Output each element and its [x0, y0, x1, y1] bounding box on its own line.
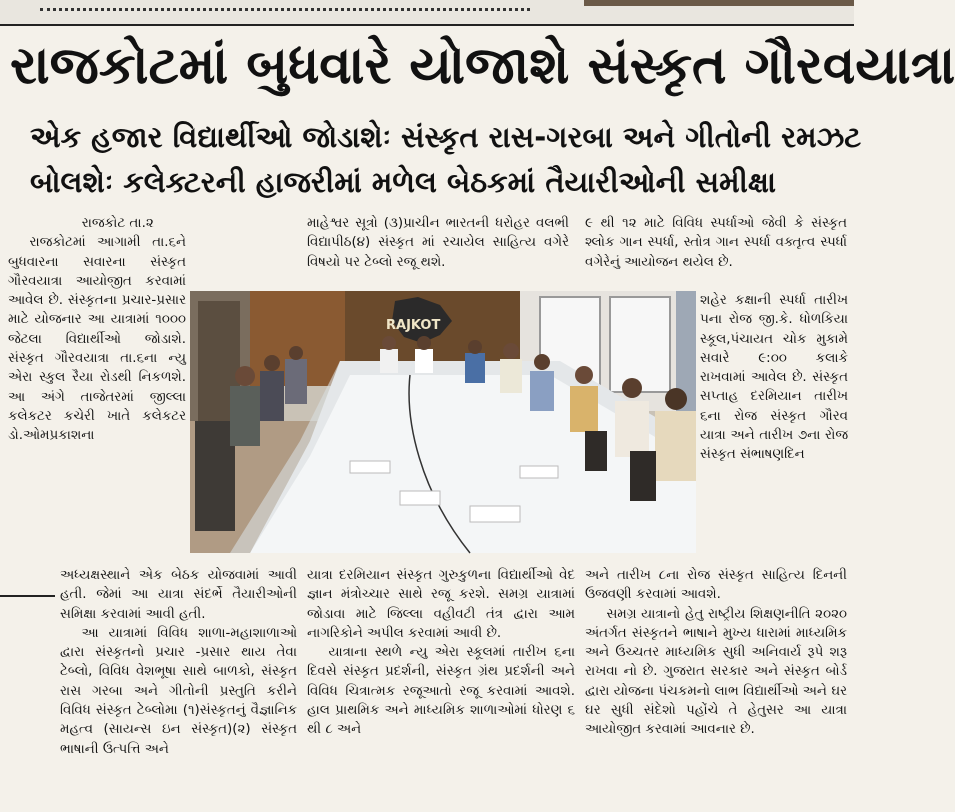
article-column-a-bottom [60, 566, 297, 808]
article-paragraph: સમગ્ર યાત્રાનો હેતુ રાષ્ટ્રીય શિક્ષણનીતિ ૨૦૨૦ અંતર્ગત સંસ્કૃતને ભાષાને મુખ્ય ધારામાં માધ્યમિક અને ઉચ્ચતર માધ્યમિક સુધી અનિવાર્ય રૂપે શરૂ રાખવા નો છે. ગુજરાત સરકાર અને સંસ્કૃત બોર્ડ દ્વારા યોજના પંચકમનો લાભ વિદ્યાર્થીઓ અને ઘર ઘર સુધી સંદેશો પહોંચે તે હેતુસર આ યાત્રા આયોજીત કરવામાં આવનાર છે. [585, 606, 847, 738]
meeting-room-illustration [190, 291, 696, 553]
article-paragraph: અને તારીખ ૮ના રોજ સંસ્કૃત સાહિત્ય દિનની ઉજવણી કરવામાં આવશે. [585, 568, 847, 603]
previous-article-photo-edge [584, 0, 854, 6]
article-paragraph: માહેશ્વર સૂત્રો (૩)પ્રાચીન ભારતની ધરોહર વલભી વિદ્યાપીઠ(૪) સંસ્કૃત માં રચાયેલ સાહિત્ય વગેરે વિષયો પર ટેબ્લો રજૂ થશે. [307, 216, 569, 270]
article-paragraph: શહેર કક્ષાની સ્પર્ધા તારીખ ૫ના રોજ જી.કે. ધોળકિયા સ્કૂલ,પંચાયત ચોક મુકામે સવારે ૯:૦૦ કલાકે રાખવામાં આવેલ છે. સંસ્કૃત સપ્તાહ દરમિયાન તારીખ ૬ના રોજ સંસ્કૃત ગૌરવ યાત્રા અને તારીખ ૭ના રોજ સંસ્કૃત સંભાષણદિન [700, 293, 848, 463]
meeting-photo [190, 291, 696, 553]
article-column-c-top [585, 214, 847, 288]
article-paragraph: રાજકોટમાં આગામી તા.૬ને બુધવારના સવારના સંસ્કૃત ગૌરવયાત્રા આયોજીત કરવામાં આવેલ છે. સંસ્કૃતના પ્રચાર-પ્રસાર માટે યોજનાર આ યાત્રામાં ૧૦૦૦ જેટલા વિદ્યાર્થીઓ જોડાશે. સંસ્કૃત ગૌરવયાત્રા તા.૬ના ન્યુ એરા સ્કુલ રૈયા રોડથી નિકળશે. આ અંગે તાજેતરમાં જીલ્લા કલેકટર કચેરી ખાતે કલેકટર ડો.ઓમપ્રકાશના [8, 235, 186, 444]
article-column-b-top [307, 214, 569, 288]
column-leader-rule [0, 595, 55, 597]
dateline: રાજકોટ તા.૨ [81, 216, 154, 231]
article-paragraph: યાત્રા દરમિયાન સંસ્કૃત ગુરુકુળના વિદ્યાર્થીઓ વેદ જ્ઞાન મંત્રોચ્ચાર સાથે રજૂ કરશે. સમગ્ર યાત્રામાં જોડાવા માટે જિલ્લા વહીવટી તંત્ર દ્વારા આમ નાગરિકોને અપીલ કરવામાં આવી છે. [307, 568, 575, 641]
article-paragraph: અધ્યક્ષસ્થાને એક બેઠક યોજવામાં આવી હતી. જેમાં આ યાત્રા સંદર્ભે તૈયારીઓની સમિક્ષા કરવામાં આવી હતી. [60, 568, 297, 622]
article-column-c-bottom [585, 566, 847, 808]
previous-article-strip [0, 0, 854, 26]
subheadline-line-1: એક હજાર વિદ્યાર્થીઓ જોડાશેઃ સંસ્કૃત રાસ-ગરબા અને ગીતોની રમઝટ [30, 120, 862, 154]
subheadline-line-2: બોલશેઃ કલેક્ટરની હાજરીમાં મળેલ બેઠકમાં તૈયારીઓની સમીક્ષા [30, 165, 776, 199]
article-paragraph: ૯ થી ૧૨ માટે વિવિધ સ્પર્ધાઓ જેવી કે સંસ્કૃત શ્લોક ગાન સ્પર્ધા, સ્તોત્ર ગાન સ્પર્ધા વક્તૃત્વ સ્પર્ધા વગેરેનું આયોજન થયેલ છે. [585, 216, 847, 270]
article-paragraph: યાત્રાના સ્થળે ન્યુ એરા સ્કૂલમાં તારીખ ૬ના દિવસે સંસ્કૃત પ્રદર્શની, સંસ્કૃત ગ્રંથ પ્રદર્શની અને વિવિધ ચિત્રાત્મક રજૂઆતો રજૂ કરવામાં આવશે. હાલ પ્રાથમિક અને માધ્યમિક શાળાઓમાં ધોરણ ૬ થી ૮ અને [307, 645, 575, 738]
article-paragraph: આ યાત્રામાં વિવિધ શાળા-મહાશાળાઓ દ્વારા સંસ્કૃતનો પ્રચાર -પ્રસાર થાય તેવા ટેબ્લો, વિવિધ વેશભૂષા સાથે બાળકો, સંસ્કૃત રાસ ગરબા અને ગીતોની પ્રસ્તુતિ કરીને વિવિધ સંસ્કૃત ટેબ્લોમા (૧)સંસ્કૃતનું વૈજ્ઞાનિક મહત્વ (સાયન્સ ઇન સંસ્કૃત)(૨) સંસ્કૃત ભાષાની ઉત્પત્તિ અને [60, 625, 297, 757]
article-column-b-bottom [307, 566, 575, 808]
previous-article-text-fragment [40, 0, 530, 11]
wall-sign-text: RAJKOT [386, 318, 441, 333]
article-column-c-side [700, 291, 848, 563]
article-column-a-top [8, 214, 186, 580]
headline: રાજકોટમાં બુધવારે યોજાશે સંસ્કૃત ગૌરવયાત્રા [10, 36, 955, 96]
